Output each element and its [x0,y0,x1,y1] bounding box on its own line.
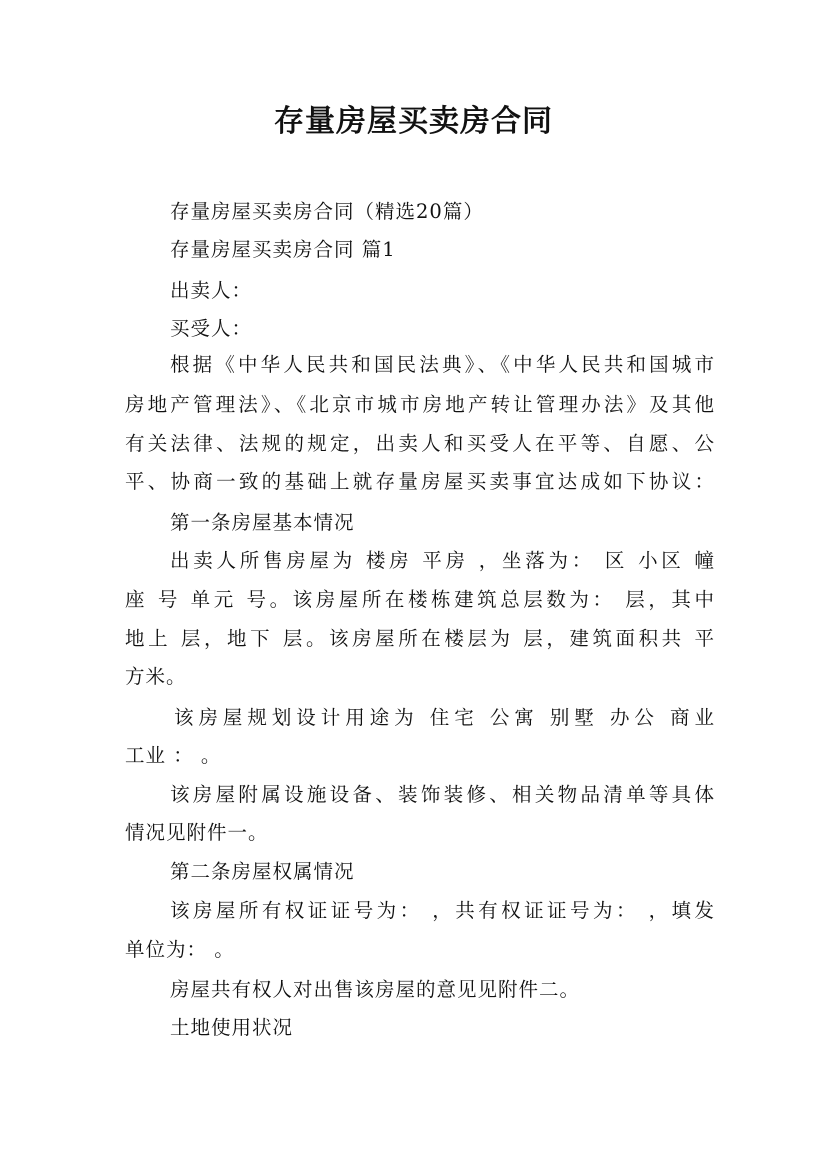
paragraph-line: 房屋共有权人对出售该房屋的意见见附件二。 [170,978,581,1001]
paragraph-line: 地上 层，地下 层。该房屋所在楼层为 层，建筑面积共 平 [125,627,715,650]
document-title: 存量房屋买卖房合同 [274,104,553,139]
paragraph-line: 平、协商一致的基础上就存量房屋买卖事宜达成如下协议： [125,470,715,493]
paragraph-line: 方米。 [125,665,187,688]
paragraph-line: 座 号 单元 号。该房屋所在楼栋建筑总层数为： 层，其中 [125,588,715,611]
paragraph-line: 工业 ： 。 [125,744,222,767]
paragraph-line: 单位为： 。 [125,938,235,961]
paragraph-line: 该房屋附属设施设备、装饰装修、相关物品清单等具体 [170,783,715,806]
article-heading: 第一条房屋基本情况 [170,511,355,534]
seller-line: 出卖人： [170,279,253,302]
section-heading: 存量房屋买卖房合同 篇1 [170,238,396,261]
paragraph-line: 房地产管理法》、《北京市城市房地产转让管理办法》及其他 [125,393,715,416]
paragraph-line: 有关法律、法规的规定，出卖人和买受人在平等、自愿、公 [125,432,715,455]
paragraph-line: 该房屋规划设计用途为 住宅 公寓 别墅 办公 商业 [174,706,715,729]
paragraph-line: 出卖人所售房屋为 楼房 平房 ，坐落为： 区 小区 幢 [170,549,715,572]
buyer-line: 买受人： [170,317,253,340]
paragraph-line: 情况见附件一。 [125,821,269,844]
paragraph-line: 该房屋所有权证证号为： ，共有权证证号为： ，填发 [170,899,715,922]
paragraph-line: 土地使用状况 [170,1016,294,1039]
subtitle-line: 存量房屋买卖房合同（精选20篇） [170,200,484,223]
paragraph-line: 根据《中华人民共和国民法典》、《中华人民共和国城市 [170,353,715,376]
article-heading: 第二条房屋权属情况 [170,860,355,883]
